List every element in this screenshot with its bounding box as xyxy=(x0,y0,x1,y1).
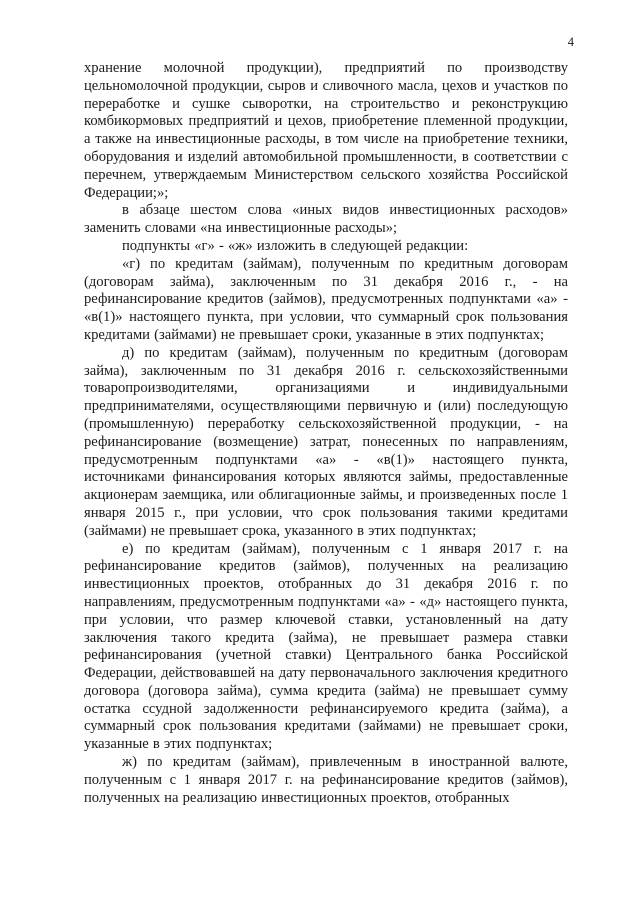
paragraph-amendment-abzats-6: в абзаце шестом слова «иных видов инвестиционных расходов» заменить словами «на инвестиционные расходы»; xyxy=(84,202,568,237)
paragraph-subitem-e: е) по кредитам (займам), полученным с 1 января 2017 г. на рефинансирование кредитов (займов), полученных на реализацию инвестиционных проектов, отобранных до 31 декабря 2016 г. по направлениям, предусмотренным подпунктами «а» - «д» настоящего пункта, при условии, что размер ключевой ставки, установленный на дату заключения такого кредита (займа), не превышает размера ставки рефинансирования (учетной ставки) Центрального банка Российской Федерации, действовавшей на дату первоначального заключения кредитного договора (договора займа), сумма кредита (займа) не превышает сумму остатка ссудной задолженности рефинансируемого кредита (займа), а суммарный срок пользования кредитами (займами) не превышает сроки, указанные в этих подпунктах; xyxy=(84,540,568,753)
paragraph-continuation: хранение молочной продукции), предприятий по производству цельномолочной продукции, сыров и сливочного масла, цехов и участков по переработке и сушке сыворотки, на строительство и реконструкцию комбикормовых предприятий и цехов, приобретение племенной продукции, а также на инвестиционные расходы, в том числе на приобретение техники, оборудования и изделий автомобильной промышленности, в соответствии с перечнем, утверждаемым Министерством сельского хозяйства Российской Федерации;»; xyxy=(84,60,568,201)
paragraph-subitems-intro: подпункты «г» - «ж» изложить в следующей редакции: xyxy=(122,237,469,254)
paragraph-subitem-g: «г) по кредитам (займам), полученным по кредитным договорам (договорам займа), заключенным по 31 декабря 2016 г., - на рефинансирование кредитов (займов), предусмотренных подпунктами «а» - «в(1)» настоящего пункта, при условии, что суммарный срок пользования кредитами (займами) не превышает сроки, указанные в этих подпунктах; xyxy=(84,255,568,343)
paragraph-subitem-zh: ж) по кредитам (займам), привлеченным в иностранной валюте, полученным с 1 января 2017 г. на рефинансирование кредитов (займов), полученных на реализацию инвестиционных проектов, отобранных xyxy=(84,754,568,806)
paragraph-subitem-d: д) по кредитам (займам), полученным по кредитным (договорам займа), заключенным по 31 декабря 2016 г. сельскохозяйственными товаропроизводителями, организациями и индивидуальными предпринимателями, осуществляющими первичную и (или) последующую (промышленную) переработку сельскохозяйственной продукции, - на рефинансирование (возмещение) затрат, понесенных по направлениям, предусмотренным подпунктами «а» - «в(1)» настоящего пункта, источниками финансирования которых являются займы, предоставленные акционерам заемщика, или облигационные займы, и произведенных после 1 января 2015 г., при условии, что срок пользования такими кредитами (займами) не превышает срока, указанного в этих подпунктах; xyxy=(84,344,568,539)
page-number: 4 xyxy=(567,35,574,49)
document-body xyxy=(84,60,568,807)
